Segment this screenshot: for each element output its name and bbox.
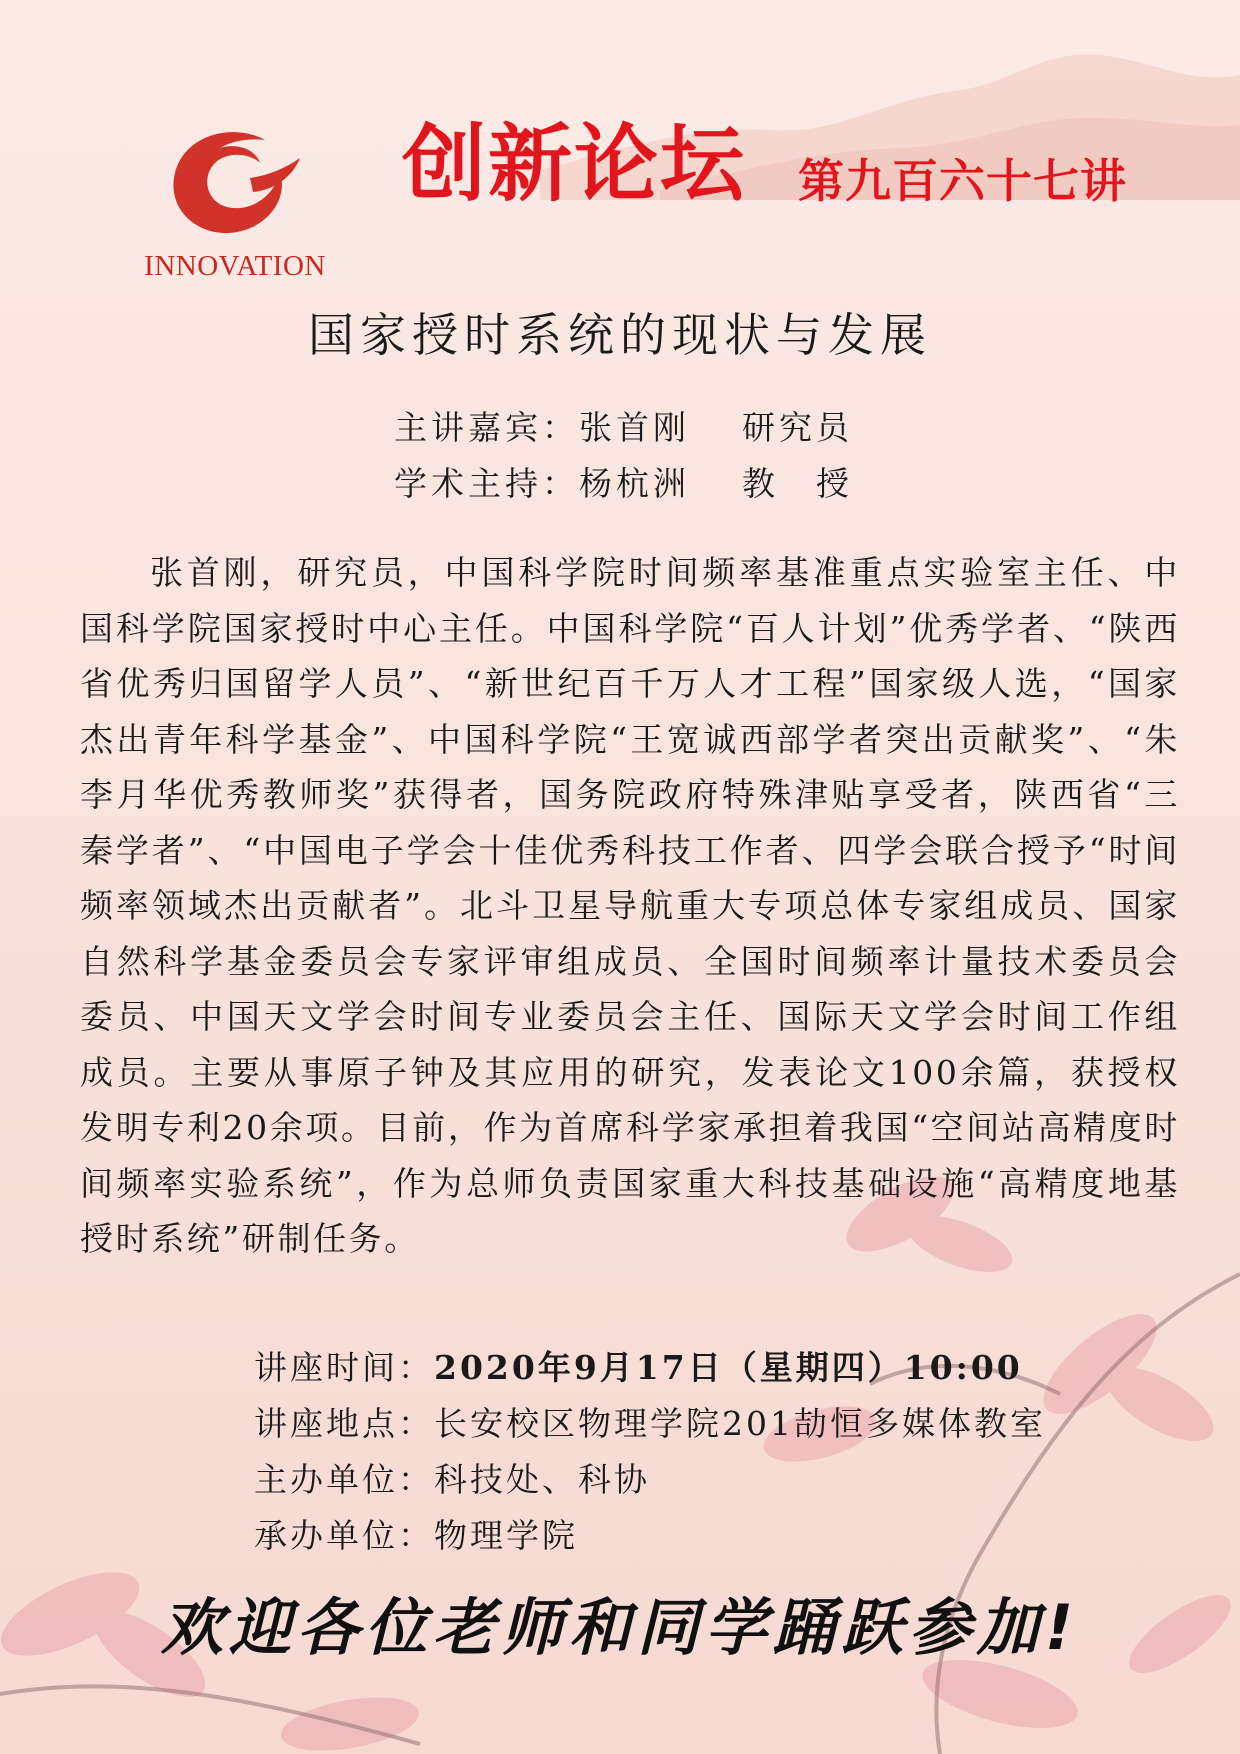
host-name: 杨杭洲 [579, 464, 690, 503]
organizer-value: 科技处、科协 [434, 1460, 650, 1499]
organizer-row [254, 1452, 1046, 1508]
lecture-time-row [254, 1340, 1046, 1396]
speaker-row [394, 400, 853, 456]
swirl-logo-icon [155, 118, 315, 248]
undertaker-label: 承办单位： [254, 1516, 434, 1555]
speaker-title: 研究员 [742, 408, 853, 447]
lecture-place-value: 长安校区物理学院201劼恒多媒体教室 [434, 1404, 1046, 1443]
host-label: 学术主持： [394, 464, 579, 503]
lecture-info [254, 1340, 1046, 1564]
lecture-place-label: 讲座地点： [254, 1404, 434, 1443]
speaker-name: 张首刚 [579, 408, 690, 447]
lecture-place-row [254, 1396, 1046, 1452]
undertaker-value: 物理学院 [434, 1516, 578, 1555]
speaker-biography: 张首刚，研究员，中国科学院时间频率基准重点实验室主任、中国科学院国家授时中心主任。中国科学院“百人计划”优秀学者、“陕西省优秀归国留学人员”、“新世纪百千万人才工程”国家级人选，“国家杰出青年科学基金”、中国科学院“王宽诚西部学者突出贡献奖”、“朱李月华优秀教师奖”获得者，国务院政府特殊津贴享受者，陕西省“三秦学者”、“中国电子学会十佳优秀科技工作者、四学会联合授予“时间频率领域杰出贡献者”。北斗卫星导航重大专项总体专家组成员、国家自然科学基金委员会专家评审组成员、全国时间频率计量技术委员会委员、中国天文学会时间专业委员会主任、国际天文学会时间工作组成员。主要从事原子钟及其应用的研究，发表论文100余篇，获授权发明专利20余项。目前，作为首席科学家承担着我国“空间站高精度时间频率实验系统”，作为总师负责国家重大科技基础设施“高精度地基授时系统”研制任务。 [80, 553, 1180, 1258]
speaker-label: 主讲嘉宾： [394, 408, 579, 447]
host-title: 教 授 [742, 464, 853, 503]
undertaker-row [254, 1508, 1046, 1564]
forum-title: 创新论坛 [402, 115, 747, 213]
talk-title: 国家授时系统的现状与发展 [308, 308, 932, 362]
innovation-logo [120, 118, 350, 288]
speaker-block [394, 400, 853, 512]
logo-text: INNOVATION [144, 250, 326, 282]
lecture-time-value: 2020年9月17日（星期四）10:00 [434, 1348, 1023, 1387]
lecture-time-label: 讲座时间： [254, 1348, 434, 1387]
host-row [394, 456, 853, 512]
lecture-number: 第九百六十七讲 [798, 154, 1127, 208]
organizer-label: 主办单位： [254, 1460, 434, 1499]
welcome-message: 欢迎各位老师和同学踊跃参加! [160, 1591, 1080, 1664]
